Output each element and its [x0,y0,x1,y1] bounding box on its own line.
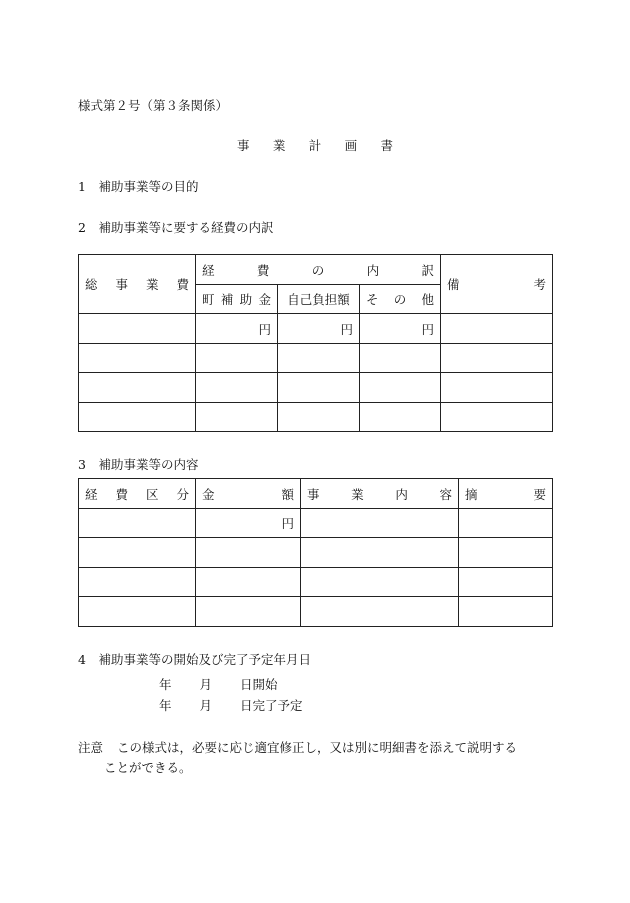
table-row [79,314,553,344]
table-header-row [79,479,553,509]
remarks-header: 備 考 [441,255,553,314]
table-cell[interactable] [441,373,553,403]
table-cell[interactable] [301,597,459,627]
table-cell[interactable] [441,314,553,344]
year-label: 年 [159,677,172,692]
total-project-cost-header: 総 事 業 費 [79,255,196,314]
project-content-header: 事 業 内 容 [301,479,459,509]
table-cell[interactable] [196,568,301,597]
table-cell[interactable] [278,344,360,373]
form-label: 様式第２号（第３条関係） [78,98,229,113]
table-cell[interactable] [459,597,553,627]
title-char: 画 [344,138,358,153]
note-label: 注意 [78,740,104,755]
month-label: 月 [199,698,213,713]
table-cell[interactable] [459,538,553,568]
end-day-label: 日完了予定 [240,698,303,713]
start-day-label: 日開始 [240,677,278,692]
table-cell[interactable] [79,597,196,627]
table-cell[interactable] [360,403,441,432]
year-label: 年 [159,698,172,713]
table-cell[interactable] [459,568,553,597]
table-cell[interactable] [196,538,301,568]
title-char: 事 [237,138,250,153]
table-row [79,597,553,627]
table-row [79,373,553,403]
table-cell[interactable] [360,373,441,403]
town-subsidy-header: 町 補 助 金 [196,285,278,314]
table-cell[interactable] [79,344,196,373]
expense-breakdown-header: 経 費 の 内 訳 [196,255,441,285]
table-cell[interactable] [79,509,196,538]
table-cell[interactable]: 円 [360,314,441,344]
table-cell[interactable] [79,314,196,344]
title-char: 業 [272,138,286,153]
section-4-heading: 4 補助事業等の開始及び完了予定年月日 [78,652,311,667]
table-cell[interactable] [79,538,196,568]
table-cell[interactable] [278,373,360,403]
table-cell[interactable] [79,403,196,432]
table-cell[interactable]: 円 [196,314,278,344]
table-cell[interactable] [278,403,360,432]
summary-header: 摘 要 [459,479,553,509]
amount-header: 金 額 [196,479,301,509]
table-cell[interactable] [196,344,278,373]
table-cell[interactable] [79,373,196,403]
table-cell[interactable] [360,344,441,373]
self-burden-header: 自己負担額 [278,285,360,314]
other-header: そ の 他 [360,285,441,314]
table-cell[interactable] [196,597,301,627]
table-cell[interactable] [459,509,553,538]
table-row [79,509,553,538]
start-date-line [159,675,278,693]
expense-category-header: 経 費 区 分 [79,479,196,509]
table-row [79,538,553,568]
table-row [79,344,553,373]
note-line-2: ことができる。 [104,760,192,775]
note-text: この様式は，必要に応じ適宜修正し，又は別に明細書を添えて説明する [117,740,518,755]
table-cell[interactable]: 円 [278,314,360,344]
note-line-1 [78,738,517,756]
table-cell[interactable] [196,373,278,403]
section-1-heading: 1 補助事業等の目的 [78,179,199,194]
table-header-row [79,255,553,285]
expense-breakdown-table [78,254,553,432]
table-row [79,403,553,432]
table-cell[interactable] [79,568,196,597]
table-cell[interactable] [301,509,459,538]
document-title [237,136,393,154]
month-label: 月 [199,677,213,692]
table-cell[interactable] [301,538,459,568]
project-content-table [78,478,553,627]
table-cell[interactable] [441,344,553,373]
table-row [79,568,553,597]
section-2-heading: 2 補助事業等に要する経費の内訳 [78,220,274,235]
title-char: 計 [308,138,322,153]
table-cell[interactable] [441,403,553,432]
table-cell[interactable] [196,403,278,432]
title-char: 書 [380,138,393,153]
section-3-heading: 3 補助事業等の内容 [78,457,199,472]
table-cell[interactable]: 円 [196,509,301,538]
end-date-line [159,696,303,714]
table-cell[interactable] [301,568,459,597]
